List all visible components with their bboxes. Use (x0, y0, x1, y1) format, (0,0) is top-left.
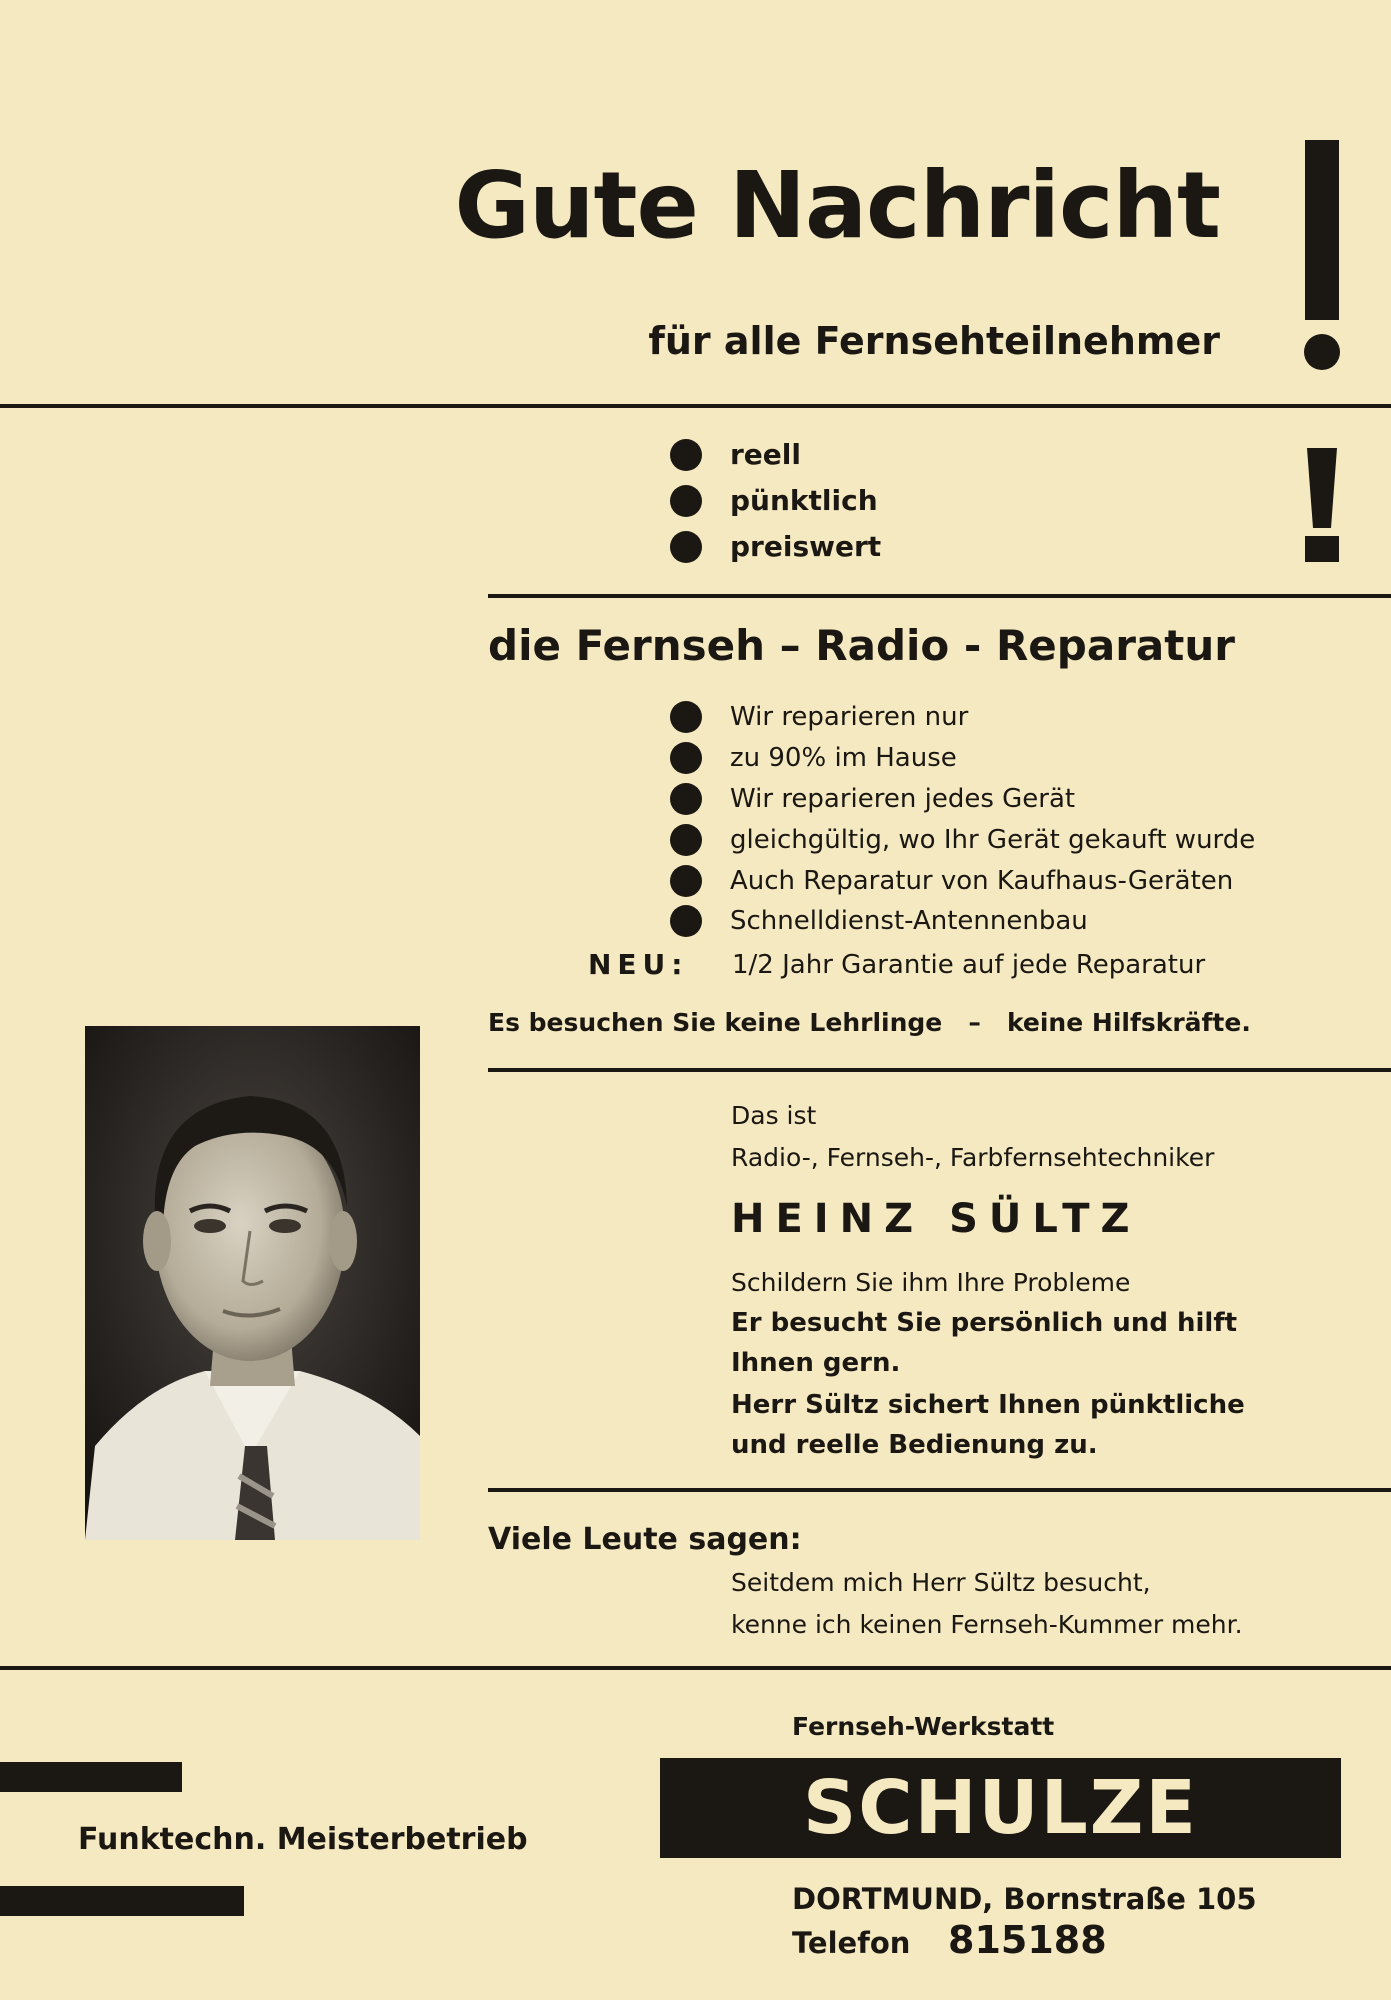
decorative-bar (0, 1762, 182, 1792)
profile-name: HEINZ SÜLTZ (731, 1196, 1141, 1242)
feature-label: gleichgültig, wo Ihr Gerät gekauft wurde (730, 825, 1256, 855)
quality-label: pünktlich (730, 484, 878, 517)
divider-qualities (488, 594, 1391, 598)
staff-note: Es besuchen Sie keine Lehrlinge – keine Hilfskräfte. (488, 1008, 1251, 1037)
profile-line: Ihnen gern. (731, 1348, 901, 1378)
service-title: die Fernseh – Radio - Reparatur (488, 621, 1235, 670)
bullet-dot-icon (670, 905, 702, 937)
portrait-photo (85, 1026, 420, 1540)
workshop-label: Fernseh-Werkstatt (792, 1712, 1055, 1741)
profile-line: Er besucht Sie persönlich und hilft (731, 1308, 1238, 1338)
divider-footer (0, 1666, 1391, 1670)
feature-label: Wir reparieren nur (730, 702, 969, 732)
divider-testimonial (488, 1488, 1391, 1492)
divider-profile (488, 1068, 1391, 1072)
feature-item (670, 901, 1088, 941)
profile-line: Herr Sültz sichert Ihnen pünktliche (731, 1390, 1245, 1420)
new-offer-text: 1/2 Jahr Garantie auf jede Reparatur (732, 950, 1206, 980)
testimonial-heading: Viele Leute sagen: (488, 1522, 802, 1557)
feature-item (670, 820, 1255, 860)
subheadline: für alle Fernsehteilnehmer (648, 319, 1220, 363)
bullet-dot-icon (670, 439, 702, 471)
testimonial-line: Seitdem mich Herr Sültz besucht, (731, 1568, 1151, 1597)
feature-item (670, 738, 957, 778)
exclamation-mark-icon (1304, 448, 1340, 562)
company-logo (660, 1758, 1341, 1858)
testimonial-line: kenne ich keinen Fernseh-Kummer mehr. (731, 1610, 1243, 1639)
bullet-dot-icon (670, 701, 702, 733)
quality-label: reell (730, 438, 801, 471)
quality-label: preiswert (730, 530, 882, 563)
bullet-dot-icon (670, 783, 702, 815)
quality-item (670, 435, 801, 475)
feature-item (670, 779, 1075, 819)
bullet-dot-icon (670, 824, 702, 856)
quality-item (670, 527, 881, 567)
company-tagline: Funktechn. Meisterbetrieb (78, 1822, 528, 1857)
quality-item (670, 481, 878, 521)
feature-label: Auch Reparatur von Kaufhaus-Geräten (730, 866, 1234, 896)
profile-role: Radio-, Fernseh-, Farbfernsehtechniker (731, 1143, 1215, 1172)
profile-line: und reelle Bedienung zu. (731, 1430, 1098, 1460)
decorative-bar (0, 1886, 244, 1916)
feature-item (670, 861, 1233, 901)
feature-label: Schnelldienst-Antennenbau (730, 906, 1088, 936)
company-name: SCHULZE (803, 1765, 1198, 1851)
feature-label: zu 90% im Hause (730, 743, 957, 773)
new-offer-label: NEU: (588, 948, 689, 981)
phone-number: 815188 (948, 1918, 1107, 1962)
feature-label: Wir reparieren jedes Gerät (730, 784, 1076, 814)
phone-label: Telefon (792, 1926, 911, 1960)
headline: Gute Nachricht (454, 152, 1220, 259)
feature-item (670, 697, 968, 737)
bullet-dot-icon (670, 742, 702, 774)
divider-top (0, 404, 1391, 408)
company-address: DORTMUND, Bornstraße 105 (792, 1882, 1257, 1916)
profile-intro: Das ist (731, 1101, 817, 1130)
profile-line: Schildern Sie ihm Ihre Probleme (731, 1268, 1131, 1297)
bullet-dot-icon (670, 485, 702, 517)
bullet-dot-icon (670, 865, 702, 897)
bullet-dot-icon (670, 531, 702, 563)
exclamation-mark-icon (1304, 140, 1340, 370)
